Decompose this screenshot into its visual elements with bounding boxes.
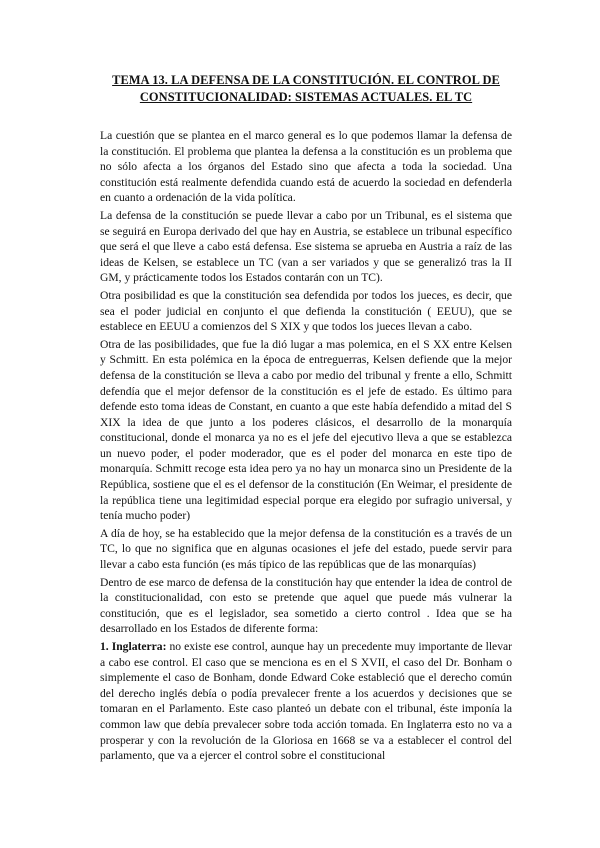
paragraph: La cuestión que se plantea en el marco general es lo que podemos llamar la defensa de la constitución. El problema que plantea la defensa a la constitución es un problema que no sólo afecta a los órganos del Estado sino que afecta a toda la sociedad. Una constitución está realmente defendida cuando está de acuerdo la sociedad en defenderla en cuanto a ordenación de la vida política. [100,129,512,205]
paragraph: La defensa de la constitución se puede llevar a cabo por un Tribunal, es el sistema que se seguirá en Europa derivado del que hay en Austria, se establece un tribunal específico que será el que lleve a cabo está defensa. Ese sistema se aprueba en Austria a raíz de las ideas de Kelsen, se establece un TC (van a ser variados y que se generalizó tras la II GM, y prácticamente todos los Estados contarán con un TC). [100,208,512,285]
list-item-inglaterra [100,639,512,764]
paragraph: Dentro de ese marco de defensa de la constitución hay que entender la idea de control de la constitucionalidad, con esto se pretende que aquel que puede más vulnerar la constitución, que es el legislador, sea sometido a cierto control . Idea que se ha desarrollado en los Estados de diferente forma: [100,575,512,636]
page-title [100,72,512,106]
list-item-text: no existe ese control, aunque hay un precedente muy importante de llevar a cabo ese control. El caso que se menciona es en el S XVII, el caso del Dr. Bonham o simplemente el caso de Bonham, donde Edward Coke estableció que el derecho común del derecho inglés debía o podía prevalecer frente a los acuerdos y decisiones que se tomaran en el Parlamento. Este caso planteó un debate con el tribunal, éste imponía la common law que debía prevalecer sobre toda acción tomada. En Inglaterra esto no va a prosperar y con la revolución de la Gloriosa en 1668 se va a establecer el control del parlamento, que va a ejercer el control sobre el constitucional [100,640,512,763]
paragraph: Otra de las posibilidades, que fue la dió lugar a mas polemica, en el S XX entre Kelsen y Schmitt. En esta polémica en la época de entreguerras, Kelsen defiende que la mejor defensa de la constitución se lleva a cabo por medio del tribunal y frente a ello, Schmitt defendía que el mejor defensor de la constitución es el jefe de estado. Es último para defende esto toma ideas de Constant, en cuanto a que este había defendido a mitad del S XIX la idea de que junto a los poderes clásicos, el desarrollo de la monarquía constitucional, donde el monarca ya no es el jefe del ejecutivo lleva a que se establezca un nuevo poder, el poder moderador, que es el poder del monarca en este tipo de monarquía. Schmitt recoge esta idea pero ya no hay un monarca sino un Presidente de la República, sostiene que el es el defensor de la constitución (En Weimar, el presidente de la república tiene una legitimidad especial porque era elegido por sufragio universal, y tenía mucho poder) [100,337,512,523]
paragraph: A día de hoy, se ha establecido que la mejor defensa de la constitución es a través de un TC, lo que no significa que en algunas ocasiones el jefe del estado, puede servir para llevar a cabo esta función (es más típico de las repúblicas que de las monarquías) [100,526,512,572]
title-line-1: TEMA 13. LA DEFENSA DE LA CONSTITUCIÓN. EL CONTROL DE [112,73,500,87]
title-line-2: CONSTITUCIONALIDAD: SISTEMAS ACTUALES. EL TC [139,90,473,104]
paragraph: Otra posibilidad es que la constitución sea defendida por todos los jueces, es decir, que sea el poder judicial en conjunto el que defienda la constitución ( EEUU), que se establece en EEUU a comienzos del S XIX y que todos los jueces llevan a cabo. [100,288,512,334]
list-item-label: 1. Inglaterra: [100,640,167,653]
